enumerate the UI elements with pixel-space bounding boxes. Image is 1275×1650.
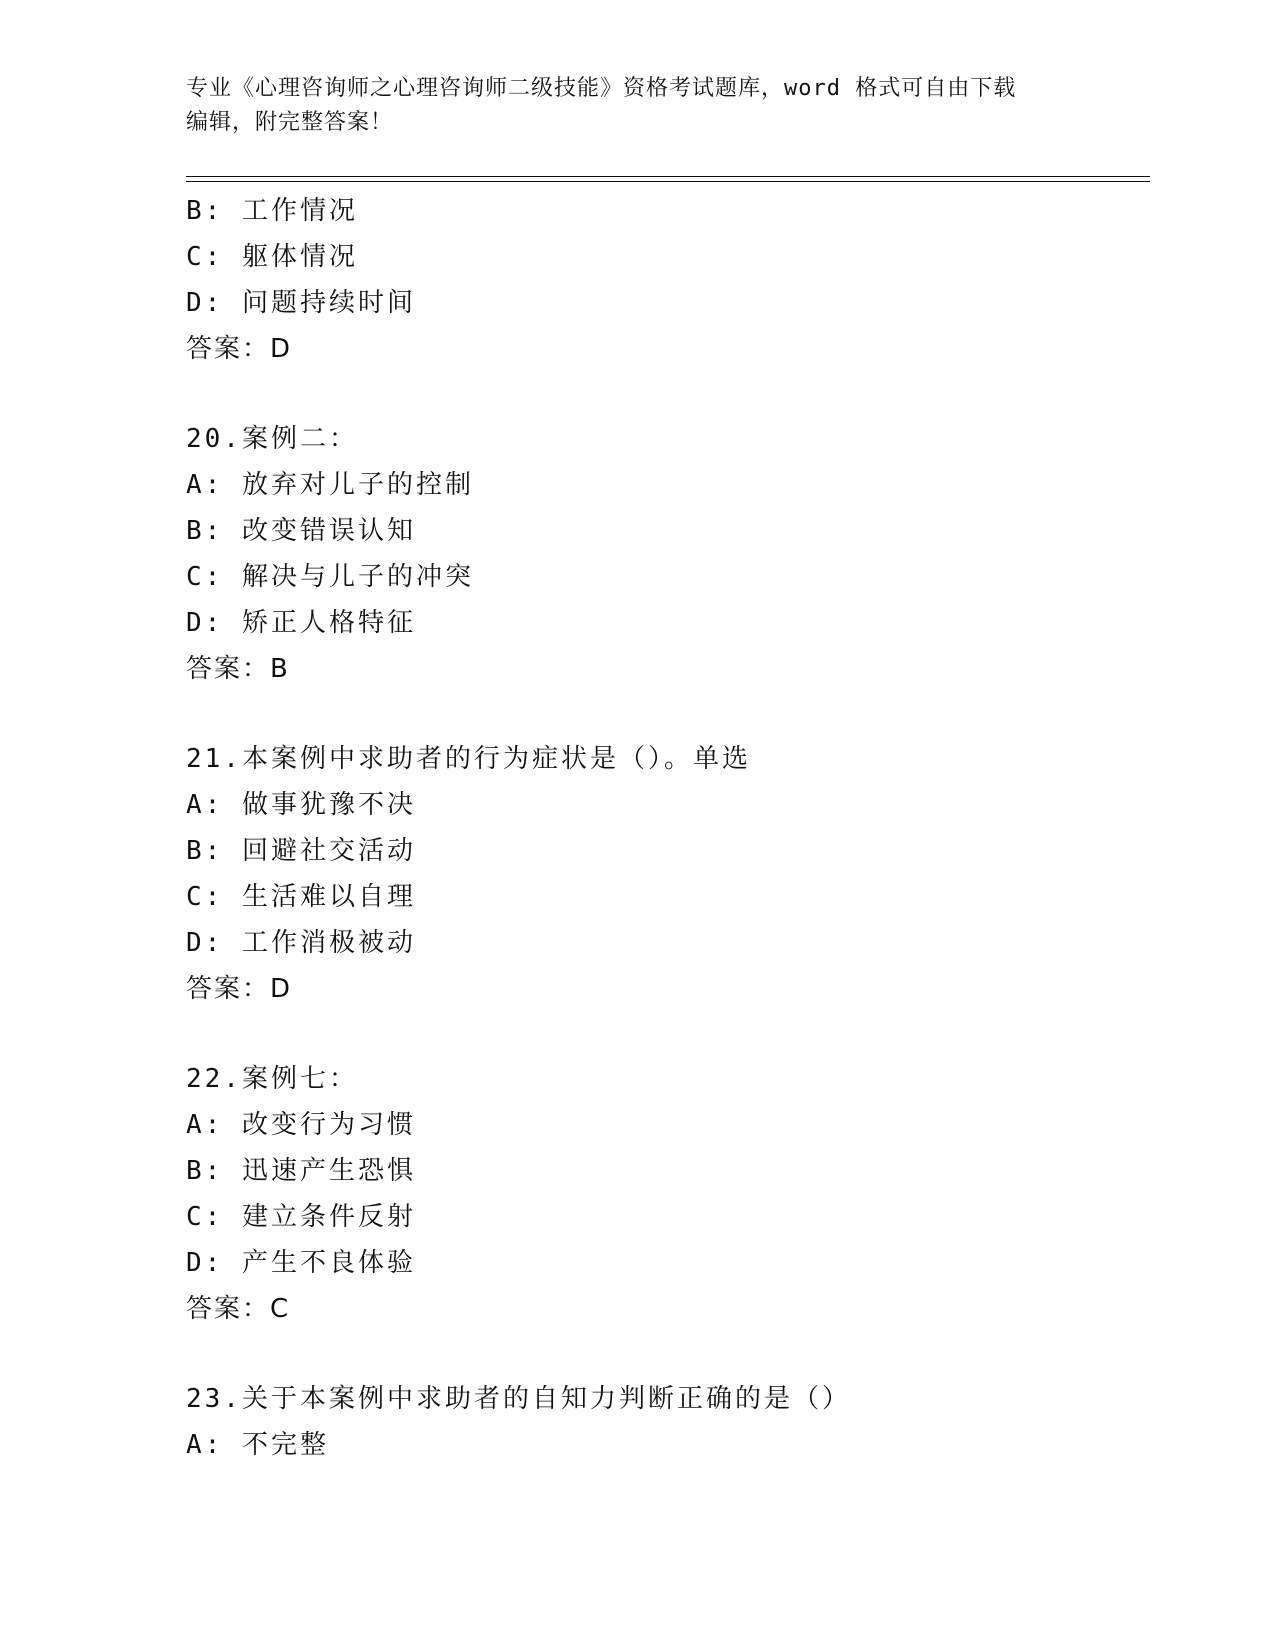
option-d: D: 工作消极被动 <box>186 928 416 958</box>
question-stem: 20.案例二： <box>186 424 358 454</box>
option-a: A: 改变行为习惯 <box>186 1110 416 1140</box>
option-b: B: 改变错误认知 <box>186 516 416 546</box>
header-line-2: 编辑，附完整答案！ <box>186 110 394 135</box>
option-b: B: 回避社交活动 <box>186 836 416 866</box>
question-stem: 21.本案例中求助者的行为症状是（）。单选 <box>186 744 751 774</box>
option-a: A: 不完整 <box>186 1430 329 1460</box>
option-a: A: 做事犹豫不决 <box>186 790 416 820</box>
question-list <box>186 188 1146 1468</box>
question-stem: 23.关于本案例中求助者的自知力判断正确的是（） <box>186 1384 851 1414</box>
spacer <box>186 1332 1146 1376</box>
spacer <box>186 692 1146 736</box>
question-block-20 <box>186 416 1146 692</box>
header-line-1: 专业《心理咨询师之心理咨询师二级技能》资格考试题库，word 格式可自由下载 <box>186 76 1017 101</box>
option-c: C: 解决与儿子的冲突 <box>186 562 474 592</box>
question-block-22 <box>186 1056 1146 1332</box>
spacer <box>186 1012 1146 1056</box>
answer-line: 答案：D <box>186 974 293 1004</box>
question-stem: 22.案例七： <box>186 1064 358 1094</box>
option-c: C: 生活难以自理 <box>186 882 416 912</box>
option-c: C: 躯体情况 <box>186 242 358 272</box>
header-divider-bottom <box>186 181 1150 182</box>
option-d: D: 产生不良体验 <box>186 1248 416 1278</box>
spacer <box>186 372 1146 416</box>
question-block-21 <box>186 736 1146 1012</box>
question-block-continued <box>186 188 1146 372</box>
option-c: C: 建立条件反射 <box>186 1202 416 1232</box>
option-b: B: 迅速产生恐惧 <box>186 1156 416 1186</box>
header-divider-top <box>186 176 1150 177</box>
option-b: B: 工作情况 <box>186 196 358 226</box>
question-block-23 <box>186 1376 1146 1468</box>
answer-line: 答案：B <box>186 654 290 684</box>
option-d: D: 矫正人格特征 <box>186 608 416 638</box>
answer-line: 答案：C <box>186 1294 291 1324</box>
answer-line: 答案：D <box>186 334 293 364</box>
document-header <box>186 72 1086 140</box>
option-d: D: 问题持续时间 <box>186 288 416 318</box>
option-a: A: 放弃对儿子的控制 <box>186 470 474 500</box>
